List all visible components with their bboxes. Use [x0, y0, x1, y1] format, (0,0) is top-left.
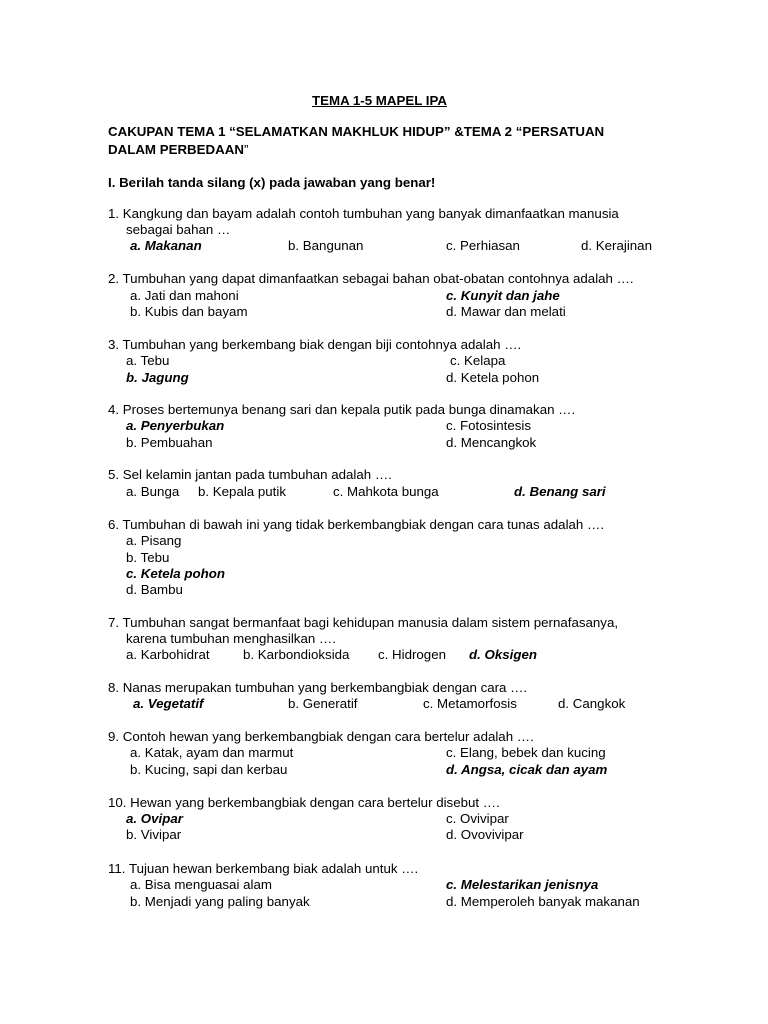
question-1: 1. Kangkung dan bayam adalah contoh tumbuhan yang banyak dimanfaatkan manusia	[108, 206, 619, 221]
q3-option-c: c. Kelapa	[450, 353, 506, 368]
q6-option-a: a. Pisang	[126, 533, 182, 548]
question-1-cont: sebagai bahan …	[126, 222, 231, 237]
question-7-cont: karena tumbuhan menghasilkan ….	[126, 631, 336, 646]
q1-option-d: d. Kerajinan	[581, 238, 652, 253]
q2-option-d: d. Mawar dan melati	[446, 304, 566, 319]
q5-option-a: a. Bunga	[126, 484, 180, 499]
q4-option-b: b. Pembuahan	[126, 435, 213, 450]
q7-option-a: a. Karbohidrat	[126, 647, 210, 662]
q9-option-c: c. Elang, bebek dan kucing	[446, 745, 606, 760]
q3-option-d: d. Ketela pohon	[446, 370, 540, 385]
q10-option-d: d. Ovovivipar	[446, 827, 524, 842]
question-3: 3. Tumbuhan yang berkembang biak dengan biji contohnya adalah ….	[108, 337, 522, 352]
page-title: TEMA 1-5 MAPEL IPA	[312, 93, 447, 108]
q7-option-d: d. Oksigen	[469, 647, 537, 662]
question-10: 10. Hewan yang berkembangbiak dengan cara bertelur disebut ….	[108, 795, 500, 810]
question-4: 4. Proses bertemunya benang sari dan kepala putik pada bunga dinamakan ….	[108, 402, 576, 417]
q4-option-c: c. Fotosintesis	[446, 418, 531, 433]
q6-option-b: b. Tebu	[126, 550, 170, 565]
question-7: 7. Tumbuhan sangat bermanfaat bagi kehidupan manusia dalam sistem pernafasanya,	[108, 615, 619, 630]
question-9: 9. Contoh hewan yang berkembangbiak dengan cara bertelur adalah ….	[108, 729, 534, 744]
q8-option-c: c. Metamorfosis	[423, 696, 517, 711]
q11-option-d: d. Memperoleh banyak makanan	[446, 894, 640, 909]
q10-option-a: a. Ovipar	[126, 811, 183, 826]
question-6: 6. Tumbuhan di bawah ini yang tidak berkembangbiak dengan cara tunas adalah ….	[108, 517, 605, 532]
q11-option-c: c. Melestarikan jenisnya	[446, 877, 599, 892]
q1-option-c: c. Perhiasan	[446, 238, 520, 253]
q2-option-b: b. Kubis dan bayam	[130, 304, 248, 319]
q5-option-b: b. Kepala putik	[198, 484, 286, 499]
q4-option-a: a. Penyerbukan	[126, 418, 225, 433]
question-11: 11. Tujuan hewan berkembang biak adalah untuk ….	[108, 861, 419, 876]
q5-option-c: c. Mahkota bunga	[333, 484, 439, 499]
q11-option-a: a. Bisa menguasai alam	[130, 877, 272, 892]
q8-option-b: b. Generatif	[288, 696, 358, 711]
q3-option-a: a. Tebu	[126, 353, 170, 368]
section-instruction: I. Berilah tanda silang (x) pada jawaban yang benar!	[108, 175, 436, 190]
q7-option-b: b. Karbondioksida	[243, 647, 350, 662]
q3-option-b: b. Jagung	[126, 370, 189, 385]
q8-option-d: d. Cangkok	[558, 696, 626, 711]
q9-option-a: a. Katak, ayam dan marmut	[130, 745, 294, 760]
q9-option-d: d. Angsa, cicak dan ayam	[446, 762, 608, 777]
q10-option-b: b. Vivipar	[126, 827, 182, 842]
q2-option-c: c. Kunyit dan jahe	[446, 288, 560, 303]
q1-option-a: a. Makanan	[130, 238, 202, 253]
question-2: 2. Tumbuhan yang dapat dimanfaatkan sebagai bahan obat-obatan contohnya adalah ….	[108, 271, 634, 286]
scope-line-2	[108, 142, 248, 158]
q6-option-d: d. Bambu	[126, 582, 183, 597]
scope-line-2-text: DALAM PERBEDAAN	[108, 142, 244, 157]
q9-option-b: b. Kucing, sapi dan kerbau	[130, 762, 288, 777]
q7-option-c: c. Hidrogen	[378, 647, 446, 662]
question-5: 5. Sel kelamin jantan pada tumbuhan adalah ….	[108, 467, 392, 482]
q8-option-a: a. Vegetatif	[133, 696, 204, 711]
question-8: 8. Nanas merupakan tumbuhan yang berkembangbiak dengan cara ….	[108, 680, 528, 695]
q6-option-c: c. Ketela pohon	[126, 566, 225, 581]
q2-option-a: a. Jati dan mahoni	[130, 288, 239, 303]
q1-option-b: b. Bangunan	[288, 238, 364, 253]
scope-closing-quote: ”	[243, 142, 249, 157]
q11-option-b: b. Menjadi yang paling banyak	[130, 894, 310, 909]
q10-option-c: c. Ovivipar	[446, 811, 509, 826]
scope-line-1: CAKUPAN TEMA 1 “SELAMATKAN MAKHLUK HIDUP” &TEMA 2 “PERSATUAN	[108, 124, 605, 139]
q4-option-d: d. Mencangkok	[446, 435, 537, 450]
q5-option-d: d. Benang sari	[514, 484, 606, 499]
